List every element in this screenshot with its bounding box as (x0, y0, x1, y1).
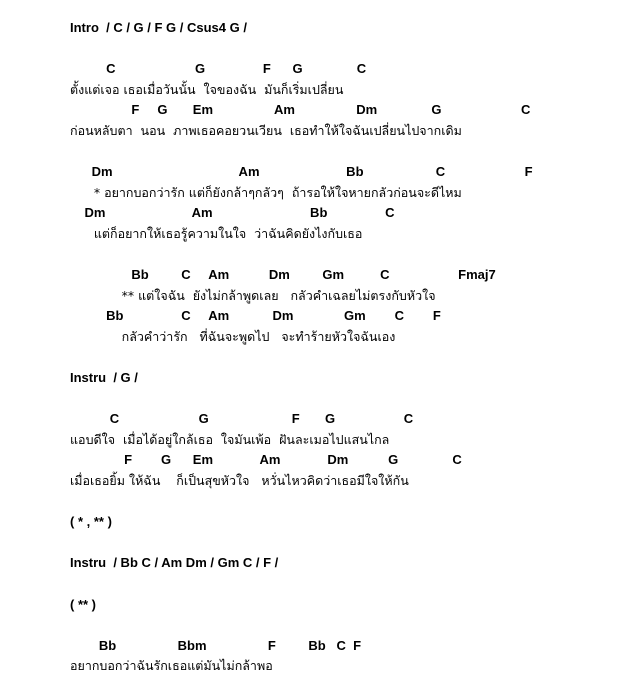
repeat-line: ( * , ** ) (70, 514, 112, 530)
lyric-line: เมื่อเธอยิ้ม ให้ฉัน ก็เป็นสุขหัวใจ หวั่นไหวคิดว่าเธอมีใจให้กัน (70, 473, 409, 489)
chord-line: Bb C Am Dm Gm C Fmaj7 (70, 267, 496, 283)
repeat-line: ( ** ) (70, 596, 96, 612)
lyric-line: ตั้งแต่เจอ เธอเมื่อวันนั้น ใจของฉัน มันก็เริ่มเปลี่ยน (70, 81, 344, 97)
lyric-line: แอบดีใจ เมื่อได้อยู่ใกล้เธอ ใจมันเพ้อ ฝันละเมอไปแสนไกล (70, 431, 390, 447)
lyric-line: อยากบอกว่าฉันรักเธอแต่มันไม่กล้าพอ (70, 658, 273, 674)
chord-line: C G F G C (70, 411, 414, 427)
blank-line (70, 533, 620, 554)
blank-line (70, 492, 620, 513)
lyric-line: แต่ก็อยากให้เธอรู้ความในใจ ว่าฉันคิดยังไงกับเธอ (70, 225, 363, 241)
chord-line: Bb C Am Dm Gm C F (70, 308, 441, 324)
chord-line: C G F G C (70, 61, 367, 77)
blank-line (70, 142, 620, 163)
chord-line: Dm Am Bb C (70, 205, 395, 221)
instru-line: Instru / G / (70, 370, 138, 386)
blank-line (70, 574, 620, 595)
blank-line (70, 245, 620, 266)
blank-line (70, 615, 620, 636)
chord-sheet (70, 18, 620, 677)
chord-line: F G Em Am Dm G C (70, 452, 462, 468)
blank-line (70, 348, 620, 369)
instru-line: Instru / Bb C / Am Dm / Gm C / F / (70, 555, 279, 571)
intro-line: Intro / C / G / F G / Csus4 G / (70, 20, 247, 35)
chord-line: Bb Bbm F Bb C F (70, 637, 362, 653)
chord-line: F G Em Am Dm G C (70, 102, 531, 118)
lyric-line: ก่อนหลับตา นอน ภาพเธอคอยวนเวียน เธอทำให้ใจฉันเปลี่ยนไปจากเดิม (70, 122, 462, 138)
blank-line (70, 39, 620, 60)
lyric-line: ** แต่ใจฉัน ยังไม่กล้าพูดเลย กลัวคำเฉลยไม่ตรงกับหัวใจ (70, 287, 436, 303)
lyric-line: กลัวคำว่ารัก ที่ฉันจะพูดไป จะทำร้ายหัวใจฉันเอง (70, 328, 396, 344)
chord-line: Dm Am Bb C F (70, 164, 533, 180)
blank-line (70, 389, 620, 410)
lyric-line: * อยากบอกว่ารัก แต่ก็ยังกล้าๆกลัวๆ ถ้ารอให้ใจหายกลัวก่อนจะดีไหม (70, 184, 462, 200)
